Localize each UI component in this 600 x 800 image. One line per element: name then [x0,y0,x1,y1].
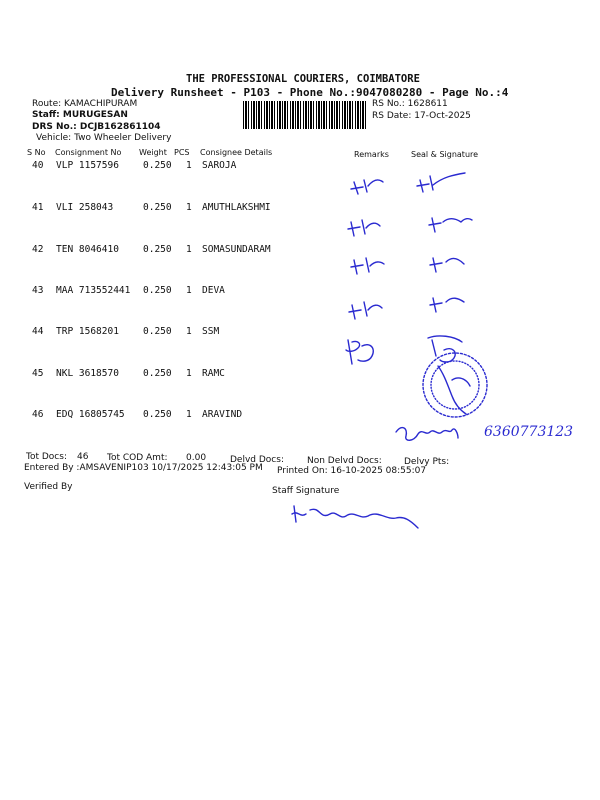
row-consignee: SSM [202,326,220,337]
verified-by: Verified By [24,482,73,492]
row-sno: 45 [32,368,44,379]
row-sno: 46 [32,409,44,420]
row-pcs: 1 [186,202,192,213]
tot-docs-value: 46 [77,452,89,462]
entered-by: Entered By :AMSAVENIP103 10/17/2025 12:43:05 PM [24,463,263,473]
col-sno: S No [27,148,46,157]
row-consignee: AMUTHLAKSHMI [202,202,271,213]
company-title: THE PROFESSIONAL COURIERS, COIMBATORE [186,73,420,85]
tot-cod-value: 0.00 [186,453,207,463]
row-weight: 0.250 [143,285,172,296]
rs-date: RS Date: 17-Oct-2025 [372,111,471,121]
row-consignment: EDQ 16805745 [56,409,125,420]
route-label: Route: KAMACHIPURAM [32,99,138,109]
row-sno: 40 [32,160,44,171]
row-consignment: TRP 1568201 [56,326,119,337]
row-consignee: SAROJA [202,160,237,171]
col-weight: Weight [139,148,167,157]
row-weight: 0.250 [143,244,172,255]
row-consignee: RAMC [202,368,225,379]
row-weight: 0.250 [143,202,172,213]
drs-number: DRS No.: DCJB162861104 [32,122,161,132]
tot-cod-label: Tot COD Amt: [107,453,168,463]
row-consignment: TEN 8046410 [56,244,119,255]
runsheet-subtitle: Delivery Runsheet - P103 - Phone No.:9047080280 - Page No.:4 [111,86,509,99]
row-consignment: VLP 1157596 [56,160,119,171]
printed-on: Printed On: 16-10-2025 08:55:07 [277,466,427,476]
handwritten-phone: 6360773123 [484,424,574,440]
row-consignment: VLI 258043 [56,202,114,213]
row-pcs: 1 [186,326,192,337]
row-consignment: NKL 3618570 [56,368,119,379]
non-delvd-docs: Non Delvd Docs: [307,456,382,466]
rs-number: RS No.: 1628611 [372,99,448,109]
col-seal-signature: Seal & Signature [411,150,479,159]
row-consignee: SOMASUNDARAM [202,244,271,255]
row-weight: 0.250 [143,326,172,337]
col-remarks: Remarks [354,150,389,159]
row-weight: 0.250 [143,368,172,379]
staff-label: Staff: MURUGESAN [32,110,128,120]
row-pcs: 1 [186,285,192,296]
row-sno: 43 [32,285,44,296]
row-sno: 41 [32,202,44,213]
row-pcs: 1 [186,244,192,255]
row-pcs: 1 [186,409,192,420]
row-pcs: 1 [186,160,192,171]
col-consignment: Consignment No [55,148,122,157]
row-sno: 44 [32,326,44,337]
col-consignee: Consignee Details [200,148,273,157]
vehicle-label: Vehicle: Two Wheeler Delivery [36,133,172,143]
col-pcs: PCS [174,148,190,157]
tot-docs-label: Tot Docs: [26,452,67,462]
staff-signature-label: Staff Signature [272,486,340,496]
row-weight: 0.250 [143,160,172,171]
row-consignment: MAA 713552441 [56,285,131,296]
row-consignee: ARAVIND [202,409,243,420]
delvd-docs: Delvd Docs: [230,455,284,465]
row-consignee: DEVA [202,285,225,296]
row-sno: 42 [32,244,44,255]
row-pcs: 1 [186,368,192,379]
row-weight: 0.250 [143,409,172,420]
delvy-pts: Delvy Pts: [404,457,450,467]
